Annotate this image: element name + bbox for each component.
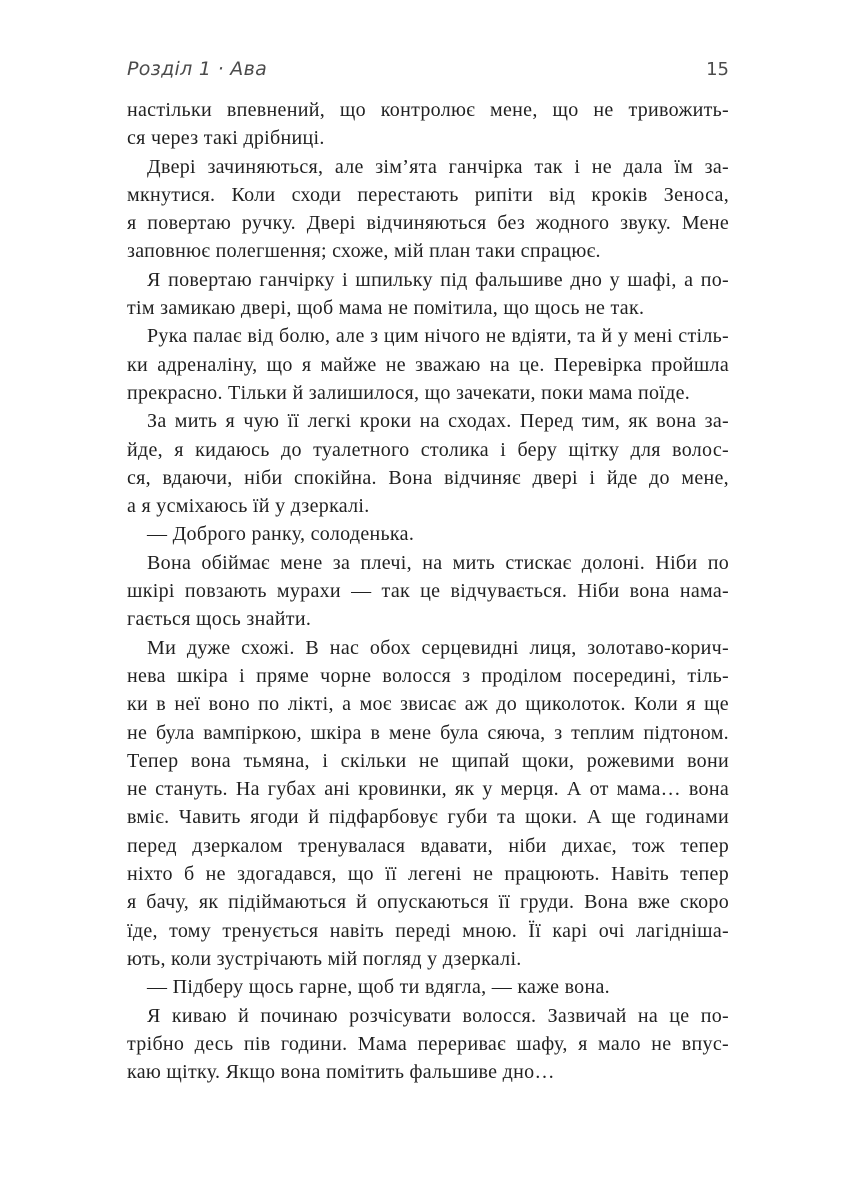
text-line: Тепер вона тьмяна, і скільки не щипай щоки, рожевими вони xyxy=(127,749,729,772)
text-line: ки адреналіну, що я майже не зважаю на це. Перевірка пройшла xyxy=(127,353,729,376)
text-line: Ми дуже схожі. В нас обох серцевидні лиця, золотаво-корич- xyxy=(147,636,729,659)
running-header xyxy=(127,58,729,80)
page-number: 15 xyxy=(706,59,729,80)
text-line: їде, тому тренується навіть переді мною. Її карі очі лагідніша- xyxy=(127,919,729,942)
text-line: — Доброго ранку, солоденька. xyxy=(147,523,415,546)
text-line: не стануть. На губах ані кровинки, як у мерця. А от мама… вона xyxy=(127,778,729,801)
text-line: За мить я чую її легкі кроки на сходах. Перед тим, як вона за- xyxy=(147,410,729,433)
text-line: а я усміхаюсь їй у дзеркалі. xyxy=(127,495,370,518)
text-line: гається щось знайти. xyxy=(127,608,312,631)
text-block xyxy=(127,96,729,1086)
text-line: Я повертаю ганчірку і шпильку під фальшиве дно у шафі, а по- xyxy=(147,268,729,291)
paragraph xyxy=(127,973,729,1001)
paragraph xyxy=(127,549,729,634)
text-line: Вона обіймає мене за плечі, на мить стискає долоні. Ніби по xyxy=(147,551,729,574)
paragraph xyxy=(127,520,729,548)
text-line: ють, коли зустрічають мій погляд у дзеркалі. xyxy=(127,947,522,970)
paragraph xyxy=(127,634,729,974)
text-line: Рука палає від болю, але з цим нічого не вдіяти, та й у мені стіль- xyxy=(147,325,729,348)
paragraph xyxy=(127,1002,729,1087)
text-line: Двері зачиняються, але зім’ята ганчірка так і не дала їм за- xyxy=(147,155,729,178)
text-line: каю щітку. Якщо вона помітить фальшиве дно… xyxy=(127,1061,555,1084)
text-line: тім замикаю двері, щоб мама не помітила, що щось не так. xyxy=(127,297,645,320)
text-line: трібно десь пів години. Мама перериває шафу, я мало не впус- xyxy=(127,1032,729,1055)
text-line: нева шкіра і пряме чорне волосся з проділом посередині, тіль- xyxy=(127,664,729,687)
text-line: перед дзеркалом тренувалася вдавати, ніби дихає, тож тепер xyxy=(127,834,729,857)
paragraph xyxy=(127,96,729,153)
text-line: не була вампіркою, шкіра в мене була сяюча, з теплим підтоном. xyxy=(127,721,729,744)
text-line: йде, я кидаюсь до туалетного столика і беру щітку для волос- xyxy=(127,438,729,461)
paragraph xyxy=(127,266,729,323)
text-line: прекрасно. Тільки й залишилося, що зачекати, поки мама поїде. xyxy=(127,381,691,404)
paragraph xyxy=(127,153,729,266)
text-line: настільки впевнений, що контролює мене, що не тривожить- xyxy=(127,99,729,121)
text-line: — Підберу щось гарне, щоб ти вдягла, — каже вона. xyxy=(147,976,610,999)
text-line: Я киваю й починаю розчісувати волосся. Зазвичай на це по- xyxy=(147,1004,729,1027)
text-line: я бачу, як підіймаються й опускаються її груди. Вона вже скоро xyxy=(127,891,729,914)
chapter-label: Розділ 1 · Ава xyxy=(127,58,268,80)
paragraph xyxy=(127,322,729,407)
text-line: заповнює полегшення; схоже, мій план таки спрацює. xyxy=(127,240,601,263)
text-line: я повертаю ручку. Двері відчиняються без жодного звуку. Мене xyxy=(127,212,729,235)
text-line: вміє. Чавить ягоди й підфарбовує губи та щоки. А ще годинами xyxy=(127,806,729,829)
text-line: ся, вдаючи, ніби спокійна. Вона відчиняє двері і йде до мене, xyxy=(127,466,729,489)
text-line: ніхто б не здогадався, що її легені не працюють. Навіть тепер xyxy=(127,863,729,886)
paragraph xyxy=(127,407,729,520)
text-line: шкірі повзають мурахи — так це відчувається. Ніби вона нама- xyxy=(127,580,729,603)
text-line: ся через такі дрібниці. xyxy=(127,127,325,150)
text-line: ки в неї воно по лікті, а моє звисає аж до щиколоток. Коли я ще xyxy=(127,693,729,716)
text-line: мкнутися. Коли сходи перестають рипіти від кроків Зеноса, xyxy=(127,183,729,206)
